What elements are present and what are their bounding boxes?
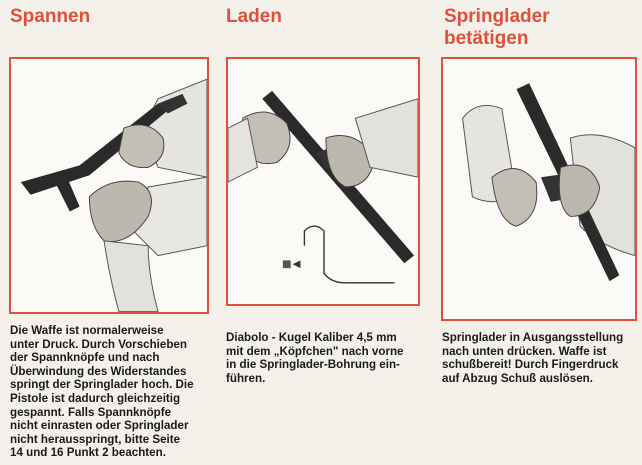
heading-spannen: Spannen (10, 6, 91, 27)
figure-laden (226, 57, 420, 306)
figure-springlader (441, 57, 637, 321)
hands-closing-loader-photo (443, 59, 635, 319)
caption-springlader: Springlader in Ausgangsstellung nach unten drücken. Waffe ist schußbereit! Durch Fingerdruck auf Abzug Schuß auslösen. (442, 331, 624, 385)
hands-loading-pellet-photo (228, 59, 418, 304)
figure-spannen (9, 57, 209, 314)
caption-laden: Diabolo - Kugel Kaliber 4,5 mm mit dem „Köpfchen" nach vorne in die Springlader-Bohrung ein- führen. (226, 331, 404, 385)
hands-cocking-pistol-photo (11, 59, 207, 312)
heading-laden: Laden (226, 6, 282, 27)
caption-spannen: Die Waffe ist normalerweise unter Druck. Durch Vorschieben der Spannknöpfe und nach Überwindung des Widerstandes springt der Springlader hoch. Die Pistole ist dadurch gleichzeitig gespannt. Falls Spannknöpfe nicht einrasten oder Springlader nicht herausspringt, bitte Seite 14 und 16 Punkt 2 beachten. (10, 324, 194, 460)
heading-springlader-betaetigen: Springlader betätigen (444, 6, 550, 49)
